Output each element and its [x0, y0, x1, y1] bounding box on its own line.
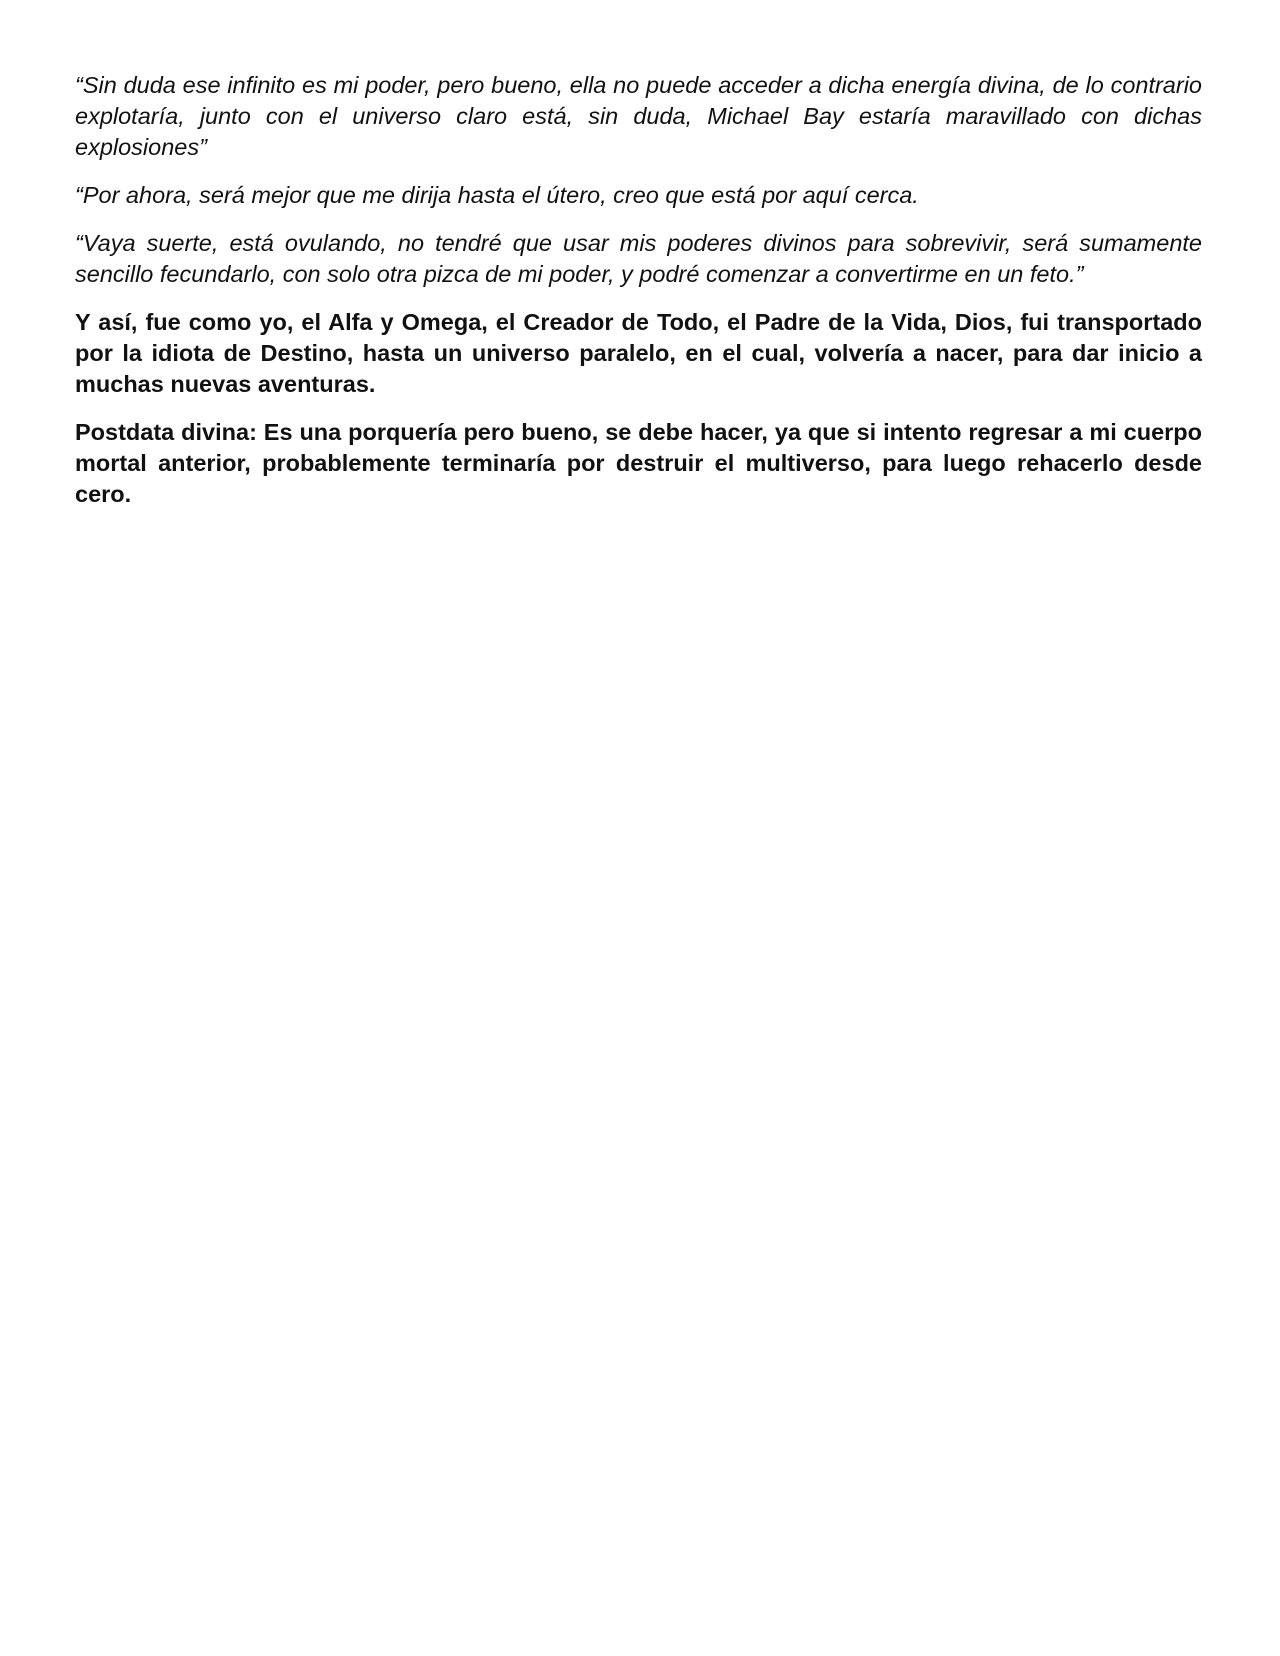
document-page — [75, 70, 1202, 527]
paragraph-narration: Y así, fue como yo, el Alfa y Omega, el Creador de Todo, el Padre de la Vida, Dios, fui transportado por la idiota de Destino, hasta un universo paralelo, en el cual, volvería a nacer, para dar inicio a muchas nuevas aventuras. — [75, 309, 1202, 397]
paragraph-quote-1: “Sin duda ese infinito es mi poder, pero bueno, ella no puede acceder a dicha energía divina, de lo contrario explotaría, junto con el universo claro está, sin duda, Michael Bay estaría maravillado con dichas explosiones” — [75, 72, 1202, 160]
paragraph-postscript: Postdata divina: Es una porquería pero bueno, se debe hacer, ya que si intento regresar a mi cuerpo mortal anterior, probablemente terminaría por destruir el multiverso, para luego rehacerlo desde cero. — [75, 419, 1202, 507]
paragraph-quote-2: “Por ahora, será mejor que me dirija hasta el útero, creo que está por aquí cerca. — [75, 182, 919, 208]
paragraph-quote-3: “Vaya suerte, está ovulando, no tendré que usar mis poderes divinos para sobrevivir, será sumamente sencillo fecundarlo, con solo otra pizca de mi poder, y podré comenzar a convertirme en un feto.” — [75, 230, 1202, 287]
